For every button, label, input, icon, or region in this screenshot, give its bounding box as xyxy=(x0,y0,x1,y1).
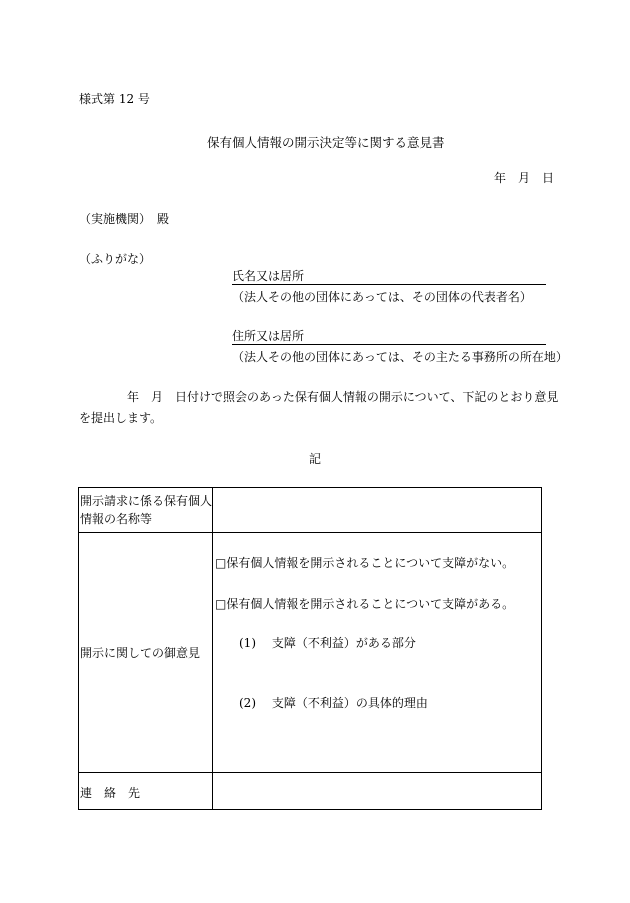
address-field[interactable] xyxy=(232,329,546,345)
row1-label-line1: 開示請求に係る保有個人 xyxy=(80,494,213,508)
option-no-problem[interactable]: □保有個人情報を開示されることについて支障がない。 xyxy=(215,556,515,570)
item-name-input[interactable] xyxy=(215,490,537,530)
table-column-divider xyxy=(212,488,213,809)
furigana-label: （ふりがな） xyxy=(79,252,152,266)
row3-label: 連 絡 先 xyxy=(80,786,141,800)
body-text-line2: を提出します。 xyxy=(79,411,163,425)
item-2-label: (2) 支障（不利益）の具体的理由 xyxy=(239,696,428,710)
table-row-divider xyxy=(79,772,541,773)
ki-heading: 記 xyxy=(309,452,322,466)
date-field: 年 月 日 xyxy=(494,171,555,185)
name-label: 氏名又は居所 xyxy=(232,269,305,283)
table-row-divider xyxy=(79,532,541,533)
body-text-line1: 年 月 日付けで照会のあった保有個人情報の開示について、下記のとおり意見 xyxy=(127,390,559,404)
address-label: 住所又は居所 xyxy=(232,329,305,343)
opinion-table xyxy=(78,487,542,810)
contact-input[interactable] xyxy=(215,775,537,807)
row1-label-line2: 情報の名称等 xyxy=(80,512,153,526)
document-title: 保有個人情報の開示決定等に関する意見書 xyxy=(207,135,445,150)
address-note: （法人その他の団体にあっては、その主たる事務所の所在地） xyxy=(232,350,568,364)
addressee: （実施機関） 殿 xyxy=(79,212,170,226)
item-1-label: (1) 支障（不利益）がある部分 xyxy=(239,636,416,650)
form-number: 様式第 12 号 xyxy=(79,92,150,106)
option-problem[interactable]: □保有個人情報を開示されることについて支障がある。 xyxy=(215,597,515,611)
name-note: （法人その他の団体にあっては、その団体の代表者名） xyxy=(232,290,532,304)
row2-label: 開示に関しての御意見 xyxy=(80,646,201,660)
name-field[interactable] xyxy=(232,269,546,285)
